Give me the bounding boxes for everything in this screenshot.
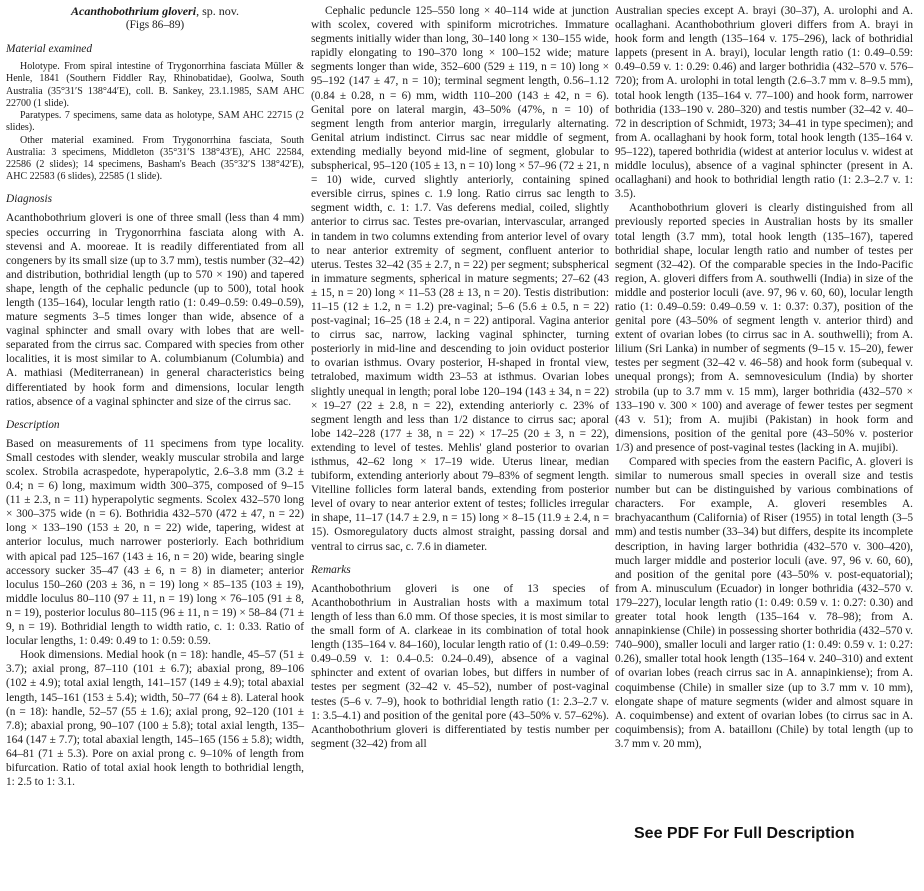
column-middle [311, 4, 609, 751]
remarks-paragraph: Acanthobothrium gloveri is one of 13 species of Acanthobothrium in Australian hosts with a maximum total length of less than 6.0 mm. Of those species, it is most similar to the small form of A. clarkeae in its combination of total hook length (135–164 v. 84–160), locular length ratio of (1: 0.49–0.59: 0.49–0.59 v. 1: 0.4–0.5: 0.24–0.49), absence of a vaginal sphincter and extent of ovarian lobes, but differs in number of testes per segment (32–42 v. 45–52), number of post-vaginal testes (5–6 v. 7–9), hook to bothridial length ratio (1: 2.3–2.7 v. 1: 3.5–4.1) and position of the genital pore (43–50% v. 57–62%). Acanthobothrium gloveri is differentiated by testis number per segment (32–42) from all [311, 582, 609, 750]
see-pdf-link[interactable]: See PDF For Full Description [634, 825, 855, 842]
description-paragraph: Based on measurements of 11 specimens from type locality. Small cestodes with slender, weakly muscular strobila and large scolex. Strobila acraspedote, hyperapolytic, 2.6–3.8 mm (3.2 ± 0.4; n = 6) long, maximum width 300–375, composed of 9–15 (11 ± 2.3, n = 11) hyperapolytic segments. Scolex 432–570 long × 300–375 wide (n = 6). Bothridia 432–570 (472 ± 47, n = 22) long × 133–190 (153 ± 20, n = 22) wide, tapering, widest at anterior loculus, much narrower posteriorly. Each bothridium with apical pad 125–167 (143 ± 16, n = 20) wide, bearing single accessory sucker 35–47 (43 ± 6, n = 8) in diameter; anterior loculus 150–260 (203 ± 36, n = 19) long × 85–135 (103 ± 19), middle loculus 80–110 (97 ± 11, n = 19) long × 76–105 (91 ± 8, n = 19), posterior loculus 80–115 (96 ± 11, n = 19) × 58–84 (71 ± 9, n = 19). Bothridial length to width ratio, c. 1: 0.33. Ratio of locular lengths, 1: 0.49: 0.49 to 1: 0.59: 0.59. [6, 437, 304, 648]
species-suffix: , sp. nov. [196, 4, 239, 18]
description-continued-paragraph: Cephalic peduncle 125–550 long × 40–114 wide at junction with scolex, covered with spiniform microtriches. Immature segments initially wider than long, 30–140 long × 130–155 wide, rapidly elongating to 190–370 long × 100–152 wide; mature segments longer than wide, 352–600 (529 ± 119, n = 10) long × 95–192 (147 ± 47, n = 10); terminal segment length, 0.56–1.12 (0.84 ± 0.28, n = 6) mm, width 110–200 (143 ± 42, n = 6). Genital pore on lateral margin, 43–50% (47%, n = 10) of segment length from anterior margin, irregularly alternating. Genital atrium indistinct. Cirrus sac near middle of segment, extending medially beyond mid-line of segment, globular to subspherical, 95–120 (105 ± 13, n = 10) long × 57–96 (72 ± 21, n = 10) wide, curved slightly anteriorly, containing spined eversible cirrus, spines c. 1.9 long. Ratio cirrus sac length to segment width, c. 1: 1.7. Vas deferens medial, coiled, slightly anterior to cirrus sac. Testes pre-ovarian, intervascular, arranged in tandem in two columns extending from anterior level of ovary to near anterior extremity of segment, confluent anterior to uterus. Testes 32–42 (35 ± 2.7, n = 22) per segment; subspherical in immature segments, spherical in mature segments; 27–62 (43 ± 15, n = 20) long × 11–53 (28 ± 13, n = 20). Testis distribution: 11–15 (12 ± 1.2, n = 1.2) pre-vaginal; 5–6 (5.6 ± 0.5, n = 22) post-vaginal; 16–25 (18 ± 2.4, n = 22) antiporal. Vagina anterior to cirrus sac, narrow, lacking vaginal sphincter, turning posteriorly in mid-line and descending to join oviduct posterior to ovarian isthmus. Ovary posterior, H-shaped in frontal view, tetralobed, maximum width 23–53 at isthmus. Ovarian lobes slightly unequal in length; poral lobe 120–194 (143 ± 34, n = 22) × 19–27 (22 ± 2.8, n = 22), extending anteriorly c. 23% of segment length and less than 1/2 distance to cirrus sac; aporal lobe 142–228 (177 ± 38, n = 22) × 17–25 (20 ± 3, n = 22), extending to level of testes. Mehlis' gland posterior to ovarian isthmus, 42–62 long × 17–19 wide. Uterus linear, median tubiform, extending anteriorly about 79–83% of segment length. Vitelline follicles form lateral bands, extending from posterior level of ovary to near anterior extent of testes; follicles irregular in shape, 11–17 (14.7 ± 2.9, n = 15) long × 8–15 (11.9 ± 2.4, n = 15). Osmoregulatory ducts almost straight, passing dorsal and ventral to cirrus sac, c. 7.6 in diameter. [311, 5, 609, 553]
comparison-pacific-paragraph: Compared with species from the eastern Pacific, A. gloveri is similar to numerous small species in overall size and testis number but can be distinguished by various combinations of characters. For example, A. gloveri resembles A. brachyacanthum (California) of Riser (1955) in total length (3–5 mm) and testis number (33–34) but differs, despite its incomplete description, in having larger bothridia (432–570 v. 300–420), much larger middle and posterior loculi (ave. 97, 96 v. 60, 60), and position of the genital pore (43–50% v. post-equatorial); from A. minusculum (Ecuador) in longer bothridia (432–570 v. 179–227), locular length ratio (1: 0.49: 0.59 v. 1: 0.27: 0.30) and greater total hook length (135–164 v. 78–98); from A. annapinkiense (Chile) in possessing shorter bothridia (432–570 v. 740–900), smaller loculi and larger ratio (1: 0.49: 0.59 v. 1: 0.27: 0.26), smaller total hook length (135–164 v. 240–310) and extent of ovarian lobes (reach cirrus sac in A. annapinkiense); from A. coquimbense (Chile) in smaller size (up to 3.7 mm v. 10 mm), elongate shape of mature segments (wider and almost square in A. coquimbense) and extent of ovarian lobes (to cirrus sac in A. coquimbensis); from A. bataillonı (Chile) by total length (up to 3.7 mm v. 20 mm), [615, 456, 913, 750]
figure-reference: (Figs 86–89) [125, 19, 185, 32]
column-left [6, 4, 304, 789]
hook-dimensions-paragraph: Hook dimensions. Medial hook (n = 18): handle, 45–57 (51 ± 3.7); axial prong, 87–110 (101 ± 6.7); abaxial prong, 89–106 (102 ± 4.9); total axial length, 141–157 (149 ± 4.9); total abaxial length, 145–161 (153 ± 5.4); width, 50–77 (64 ± 8). Lateral hook (n = 18): handle, 52–57 (55 ± 1.6); axial prong, 92–120 (101 ± 7.8); abaxial prong, 90–107 (100 ± 5.8); total axial length, 135–164 (147 ± 7.7); total abaxial length, 145–165 (156 ± 5.8); width, 64–81 (71 ± 5.3). Pore on axial prong c. 9–10% of length from bifurcation. Ratio of total axial hook length to bothridial length, 1: 2.5 to 1: 3.1. [6, 649, 304, 789]
comparison-australia-paragraph: Acanthobothrium gloveri is clearly distinguished from all previously reported species in Australian hosts by its smaller total length (3.7 mm), total hook length (135–167), tapered bothridial shape, locular length ratio and number of testes per segment (32–42). Of the comparable species in the Indo-Pacific region, A. gloveri differs from A. southwelli (India) in size of the middle and posterior loculi (ave. 97, 96 v. 60, 60), locular length ratio (1: 0.49–0.59: 0.49–0.59 v. 1: 0.37: 0.37), position of the genital pore (43–50% of segment length v. anterior third) and extent of ovarian lobes (to cirrus sac in A. southwelli); from A. lilium (Sri Lanka) in number of segments (9–15 v. 15–20), fewer testes per segment (32–42 v. 46–58) and hook form (subequal v. unequal prongs); from A. semnovesiculum (India) by shorter strobila (up to 3.7 mm v. 15 mm), larger bothridia (432–570 × 133–190 v. 300 × 100) and average of fewer testes per segment (43 v. 51); from A. mujibi (Pakistan) in hook form and dimensions, position of the genital pore (43–50% v. posterior 1/3) and presence of post-vaginal testes (lacking in A. mujibi). [615, 202, 913, 454]
holotype-paragraph: Holotype. From spiral intestine of Trygonorrhina fasciata Müller & Henle, 1841 (Southern Fiddler Ray, Rhinobatidae), Goolwa, South Australia (35°31′S 138°44′E), coll. B. Sankey, 23.1.1985, SAM AHC 22700 (1 slide). [6, 61, 304, 109]
other-material-paragraph: Other material examined. From Trygonorrhina fasciata, South Australia: 3 specimens, Middleton (35°31′S 138°43′E), AHC 22584, 22586 (2 slides); 14 specimens, Basham's Beach (35°32′S 138°42′E), AHC 22583 (6 slides), 22585 (1 slide). [6, 134, 304, 183]
heading-remarks: Remarks [311, 563, 351, 576]
species-title [6, 4, 304, 18]
remarks-continued-paragraph: Australian species except A. brayi (30–37), A. urolophi and A. ocallaghani. Acanthobothrium gloveri differs from A. brayi in hook form and length (135–164 v. 175–296), lack of bothridial lappets (present in A. brayi), locular length ratio (1: 0.49–0.59: 0.49–0.59 v. 1: 0.29: 0.46) and larger bothridia (432–570 v. 576–720); from A. urolophi in total length (2.6–3.7 mm v. 8–9.5 mm), total hook length (135–164 v. 77–100) and hook form, narrower bothridia (133–190 v. 280–320) and testis number (32–42 v. 40–72 in description of Schmidt, 1973; 34–41 in type specimen); and from A. ocallaghani by hook form, total hook length (135–164 v. 95–122), tapered bothridia (widest at anterior loculus v. widest at middle loculus), absence of a vaginal sphincter (present in A. ocallaghani) and hook to bothridial length ratio (1: 2.3–2.7 v. 1: 3.5). [615, 5, 913, 201]
heading-material-examined: Material examined [6, 43, 92, 56]
column-right [615, 4, 913, 751]
diagnosis-paragraph: Acanthobothrium gloveri is one of three small (less than 4 mm) species occurring in Trygonorrhina fasciata along with A. stevensi and A. mooreae. It is readily differentiated from all congeners by its small size (up to 3.7 mm), testis number (32–42) and distribution, bothridial length (up to 570 × 190) and tapered shape, length of the cephalic peduncle (up to 500), total hook length (135–164), locular length ratio (1: 0.49–0.59: 0.49–0.59), mature segments 3–5 times longer than wide, absence of a vaginal sphincter and small ovary with lobes that are well-separated from the cirrus sac. Compared with species from other localities, it is most similar to A. columbianum (Columbia) and A. mathiasi (Mediterranean) in general characteristics being differentiated by hook form and dimensions, locular length ratios, absence of a vaginal sphincter and size of the cirrus sac. [6, 212, 304, 408]
heading-description: Description [6, 418, 60, 431]
paratypes-paragraph: Paratypes. 7 specimens, same data as holotype, SAM AHC 22715 (2 slides). [6, 110, 304, 134]
heading-diagnosis: Diagnosis [6, 193, 53, 206]
article-page [6, 4, 916, 888]
species-name: Acanthobothrium gloveri [71, 4, 197, 18]
